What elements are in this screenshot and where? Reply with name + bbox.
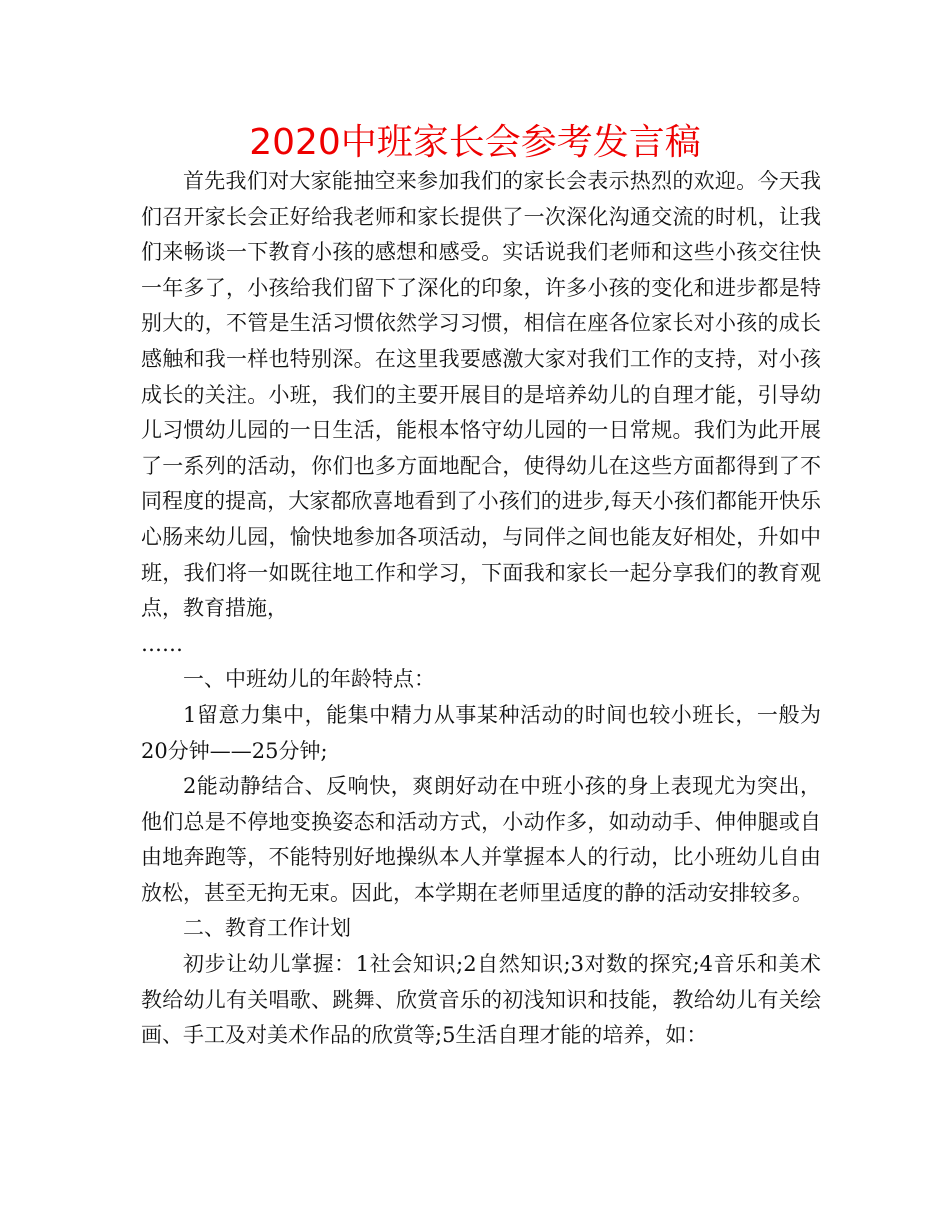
document-body <box>141 164 821 1054</box>
paragraph-education-plan: 初步让幼儿掌握：1社会知识;2自然知识;3对数的探究;4音乐和美术教给幼儿有关唱歌、跳舞、欣赏音乐的初浅知识和技能，教给幼儿有关绘画、手工及对美术作品的欣赏等;5生活自理才能的培养，如： <box>141 952 821 1048</box>
paragraph-trait-1: 1留意力集中，能集中精力从事某种活动的时间也较小班长，一般为20分钟——25分钟; <box>141 702 821 763</box>
section-heading-education-plan: 二、教育工作计划 <box>183 916 351 941</box>
paragraph-intro: 首先我们对大家能抽空来参加我们的家长会表示热烈的欢迎。今天我们召开家长会正好给我老师和家长提供了一次深化沟通交流的时机，让我们来畅谈一下教育小孩的感想和感受。实话说我们老师和这些小孩交往快一年多了，小孩给我们留下了深化的印象，许多小孩的变化和进步都是特别大的，不管是生活习惯依然学习习惯，相信在座各位家长对小孩的成长感触和我一样也特别深。在这里我要感激大家对我们工作的支持，对小孩成长的关注。小班，我们的主要开展目的是培养幼儿的自理才能，引导幼儿习惯幼儿园的一日生活，能根本恪守幼儿园的一日常规。我们为此开展了一系列的活动，你们也多方面地配合，使得幼儿在这些方面都得到了不同程度的提高，大家都欣喜地看到了小孩们的进步,每天小孩们都能开快乐心肠来幼儿园，愉快地参加各项活动，与同伴之间也能友好相处，升如中班，我们将一如既往地工作和学习，下面我和家长一起分享我们的教育观点，教育措施， <box>141 169 821 621</box>
document-title: 2020中班家长会参考发言稿 <box>249 122 701 163</box>
paragraph-trait-2: 2能动静结合、反响快，爽朗好动在中班小孩的身上表现尤为突出，他们总是不停地变换姿态和活动方式，小动作多，如动动手、伸伸腿或自由地奔跑等，不能特别好地操纵本人并掌握本人的行动，比小班幼儿自由放松，甚至无拘无束。因此，本学期在老师里适度的静的活动安排较多。 <box>141 774 821 905</box>
paragraph-ellipsis: …… <box>141 631 183 656</box>
section-heading-age-traits: 一、中班幼儿的年龄特点： <box>183 667 435 692</box>
